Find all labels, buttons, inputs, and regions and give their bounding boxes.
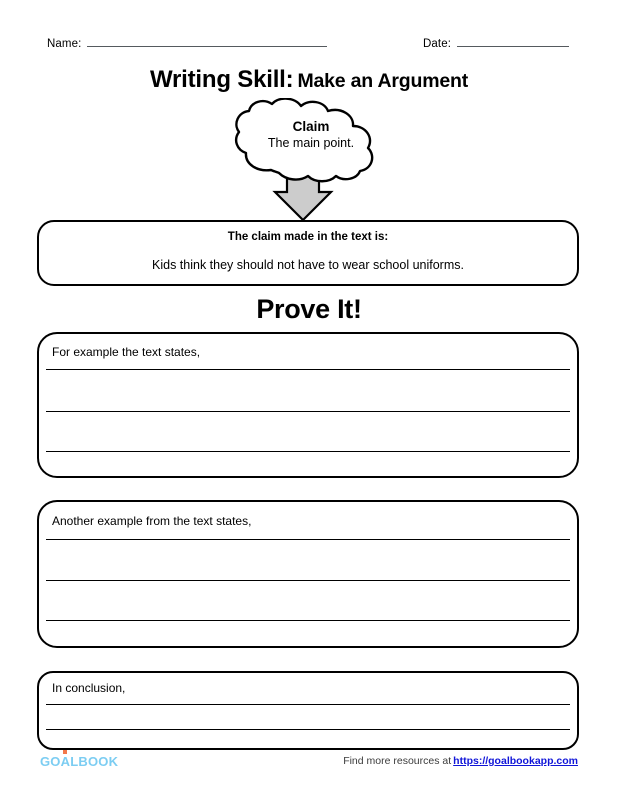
name-write-line[interactable]	[87, 34, 327, 47]
cloud-and-arrow-graphic	[215, 98, 407, 222]
logo-letter-a	[61, 754, 71, 769]
write-line[interactable]	[46, 369, 570, 370]
write-line[interactable]	[46, 704, 570, 705]
write-line[interactable]	[46, 580, 570, 581]
claim-box	[37, 220, 579, 286]
date-label: Date:	[423, 38, 451, 50]
claim-cloud-group	[215, 98, 407, 222]
date-write-line[interactable]	[457, 34, 569, 47]
claim-prompt: The claim made in the text is:	[227, 231, 389, 243]
evidence-box-2-prompt: Another example from the text states,	[52, 514, 252, 528]
footer	[0, 750, 618, 776]
evidence-box-1-prompt: For example the text states,	[52, 345, 201, 359]
page-title-main: Writing Skill:	[150, 66, 294, 93]
evidence-box-2[interactable]	[37, 500, 579, 648]
write-line[interactable]	[46, 729, 570, 730]
goalbook-link[interactable]: https://goalbookapp.com	[453, 755, 578, 767]
page-title-sub: Make an Argument	[297, 70, 468, 92]
logo-text-accent: A	[60, 754, 71, 769]
write-line[interactable]	[46, 451, 570, 452]
goalbook-logo	[40, 754, 118, 769]
prove-it-heading: Prove It!	[256, 294, 362, 324]
date-field[interactable]	[423, 34, 569, 50]
page-title	[0, 66, 618, 94]
evidence-box-1[interactable]	[37, 332, 579, 478]
conclusion-box-prompt: In conclusion,	[52, 681, 126, 695]
header-row	[0, 34, 618, 56]
logo-text-before: GO	[40, 754, 61, 769]
logo-text-after: LBOOK	[70, 754, 119, 769]
conclusion-box[interactable]	[37, 671, 579, 750]
footer-note	[343, 755, 578, 767]
name-field[interactable]	[47, 34, 327, 50]
write-line[interactable]	[46, 539, 570, 540]
logo-accent-square-icon	[63, 750, 67, 754]
cloud-title: Claim	[292, 119, 330, 134]
write-line[interactable]	[46, 620, 570, 621]
footer-note-text: Find more resources at	[343, 755, 452, 767]
cloud-subtitle: The main point.	[267, 136, 355, 150]
name-label: Name:	[47, 38, 82, 50]
write-line[interactable]	[46, 411, 570, 412]
claim-answer: Kids think they should not have to wear school uniforms.	[152, 258, 464, 272]
